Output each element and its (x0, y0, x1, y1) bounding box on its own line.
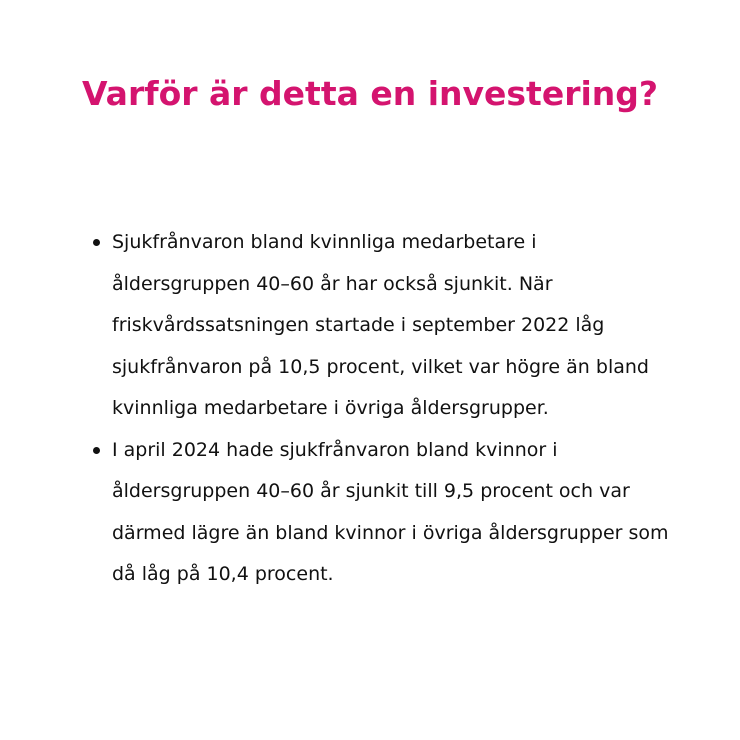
bullet-item (90, 430, 680, 596)
bullet-icon (93, 239, 100, 246)
page-title: Varför är detta en investering? (81, 74, 659, 113)
bullet-item (90, 222, 680, 430)
bullet-text: Sjukfrånvaron bland kvinnliga medarbetare i åldersgruppen 40–60 år har också sjunkit. När friskvårdssatsningen startade i september 2022 låg sjukfrånvaron på 10,5 procent, vilket var högre än bland kvinnliga medarbetare i övriga åldersgrupper. (112, 231, 649, 419)
bullet-list (90, 222, 680, 596)
bullet-icon (93, 447, 100, 454)
bullet-text: I april 2024 hade sjukfrånvaron bland kvinnor i åldersgruppen 40–60 år sjunkit till 9,5 procent och var därmed lägre än bland kvinnor i övriga åldersgrupper som då låg på 10,4 procent. (112, 438, 669, 585)
